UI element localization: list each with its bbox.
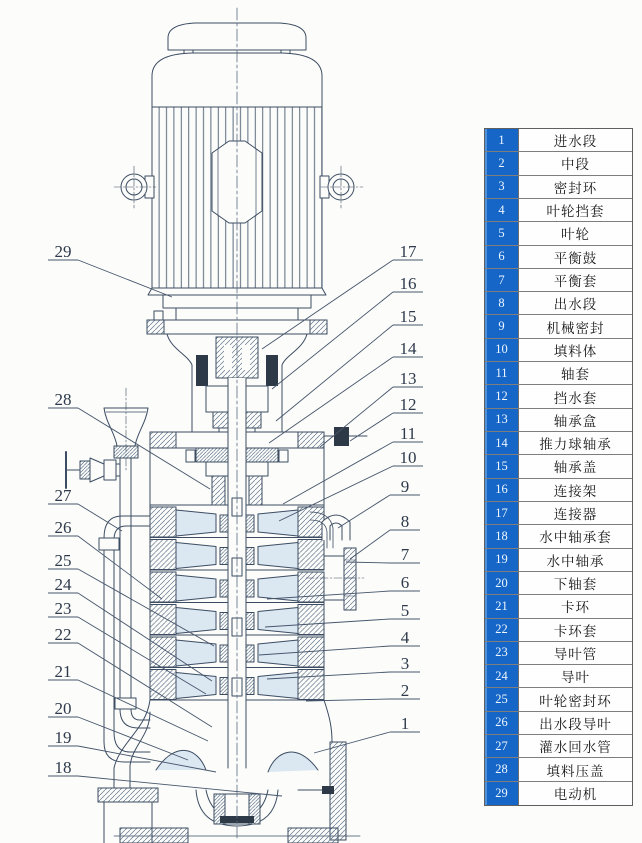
callout-number-21: 21 <box>54 662 72 681</box>
callout-number-13: 13 <box>399 369 417 388</box>
part-label: 进水段 <box>519 129 632 151</box>
part-label: 轴承盖 <box>519 455 632 477</box>
fill-return-pipes <box>99 458 150 762</box>
callout-number-22: 22 <box>54 625 72 644</box>
part-label: 平衡鼓 <box>519 246 632 268</box>
callout-number-18: 18 <box>54 758 72 777</box>
table-row <box>485 619 632 642</box>
callout-number-6: 6 <box>400 573 410 592</box>
part-number: 25 <box>485 688 519 710</box>
leader-line <box>320 387 393 447</box>
part-number: 13 <box>485 409 519 431</box>
callout-number-28: 28 <box>54 390 72 409</box>
table-row <box>485 572 632 595</box>
table-row <box>485 549 632 572</box>
callout-number-1: 1 <box>400 714 410 733</box>
leader-line <box>338 495 390 528</box>
leader-line <box>78 593 212 681</box>
callout-number-24: 24 <box>54 575 72 594</box>
part-label: 挡水套 <box>519 385 632 407</box>
part-label: 叶轮密封环 <box>519 688 632 710</box>
table-row <box>485 735 632 758</box>
table-row <box>485 339 632 362</box>
part-number: 4 <box>485 199 519 221</box>
table-row <box>485 129 632 152</box>
part-label: 水中轴承套 <box>519 525 632 547</box>
part-number: 23 <box>485 642 519 664</box>
connector-frame <box>167 334 367 446</box>
part-label: 卡环 <box>519 595 632 617</box>
part-number: 9 <box>485 315 519 337</box>
part-label: 叶轮挡套 <box>519 199 632 221</box>
part-number: 7 <box>485 269 519 291</box>
callout-number-2: 2 <box>400 681 410 700</box>
part-number: 1 <box>485 129 519 151</box>
part-label: 连接器 <box>519 502 632 524</box>
part-label: 密封环 <box>519 176 632 198</box>
table-row <box>485 712 632 735</box>
table-row <box>485 642 632 665</box>
table-row <box>485 152 632 175</box>
part-number: 11 <box>485 362 519 384</box>
part-number: 8 <box>485 292 519 314</box>
callout-number-23: 23 <box>54 599 72 618</box>
leader-line <box>314 732 390 753</box>
callout-number-15: 15 <box>399 307 417 326</box>
part-number: 17 <box>485 502 519 524</box>
callout-number-14: 14 <box>399 339 417 358</box>
part-label: 卡环套 <box>519 619 632 641</box>
part-number: 20 <box>485 572 519 594</box>
table-row <box>485 455 632 478</box>
part-number: 5 <box>485 222 519 244</box>
part-number: 22 <box>485 619 519 641</box>
part-label: 导叶管 <box>519 642 632 664</box>
part-number: 29 <box>485 782 519 805</box>
part-label: 连接架 <box>519 479 632 501</box>
table-row <box>485 199 632 222</box>
callout-number-27: 27 <box>54 486 72 505</box>
part-number: 21 <box>485 595 519 617</box>
filling-funnel <box>104 388 148 472</box>
table-row <box>485 246 632 269</box>
table-row <box>485 176 632 199</box>
part-label: 出水段 <box>519 292 632 314</box>
part-label: 下轴套 <box>519 572 632 594</box>
part-number: 24 <box>485 665 519 687</box>
part-number: 6 <box>485 246 519 268</box>
callout-number-10: 10 <box>399 448 417 467</box>
motor-lifting-lug-right <box>320 166 363 208</box>
part-label: 轴承盒 <box>519 409 632 431</box>
table-row <box>485 432 632 455</box>
part-number: 14 <box>485 432 519 454</box>
part-label: 导叶 <box>519 665 632 687</box>
table-row <box>485 269 632 292</box>
part-label: 机械密封 <box>519 315 632 337</box>
leader-line <box>350 530 390 559</box>
part-number: 28 <box>485 758 519 780</box>
part-label: 推力球轴承 <box>519 432 632 454</box>
callout-number-3: 3 <box>400 654 410 673</box>
part-label: 水中轴承 <box>519 549 632 571</box>
part-label: 填料压盖 <box>519 758 632 780</box>
callout-number-5: 5 <box>400 601 410 620</box>
leader-line <box>283 442 393 504</box>
part-label: 叶轮 <box>519 222 632 244</box>
callout-number-26: 26 <box>54 518 72 537</box>
table-row <box>485 525 632 548</box>
parts-table <box>484 128 633 806</box>
callout-number-8: 8 <box>400 512 410 531</box>
callout-number-11: 11 <box>399 424 417 443</box>
part-label: 出水段导叶 <box>519 712 632 734</box>
part-number: 2 <box>485 152 519 174</box>
table-row <box>485 502 632 525</box>
callout-number-9: 9 <box>400 477 410 496</box>
part-label: 灌水回水管 <box>519 735 632 757</box>
part-number: 16 <box>485 479 519 501</box>
part-label: 电动机 <box>519 782 632 805</box>
table-row <box>485 362 632 385</box>
leader-line <box>269 357 393 443</box>
part-label: 填料体 <box>519 339 632 361</box>
table-row <box>485 758 632 781</box>
part-number: 15 <box>485 455 519 477</box>
drain-valve <box>66 452 120 488</box>
table-row <box>485 782 632 805</box>
part-number: 27 <box>485 735 519 757</box>
callout-number-7: 7 <box>400 545 410 564</box>
table-row <box>485 222 632 245</box>
part-number: 12 <box>485 385 519 407</box>
callout-number-25: 25 <box>54 551 72 570</box>
callout-number-29: 29 <box>54 242 72 261</box>
callout-number-16: 16 <box>399 274 417 293</box>
table-row <box>485 595 632 618</box>
callout-number-12: 12 <box>399 395 417 414</box>
callout-number-4: 4 <box>400 628 410 647</box>
part-number: 10 <box>485 339 519 361</box>
table-row <box>485 292 632 315</box>
leader-line <box>78 504 122 531</box>
part-number: 18 <box>485 525 519 547</box>
callout-number-17: 17 <box>399 242 417 261</box>
part-number: 19 <box>485 549 519 571</box>
part-number: 3 <box>485 176 519 198</box>
part-label: 中段 <box>519 152 632 174</box>
table-row <box>485 665 632 688</box>
part-label: 轴套 <box>519 362 632 384</box>
part-label: 平衡套 <box>519 269 632 291</box>
callout-number-19: 19 <box>54 728 72 747</box>
table-row <box>485 688 632 711</box>
part-number: 26 <box>485 712 519 734</box>
table-row <box>485 315 632 338</box>
table-row <box>485 479 632 502</box>
table-row <box>485 385 632 408</box>
callout-number-20: 20 <box>54 699 72 718</box>
table-row <box>485 409 632 432</box>
motor-lifting-lug-left <box>114 166 156 208</box>
